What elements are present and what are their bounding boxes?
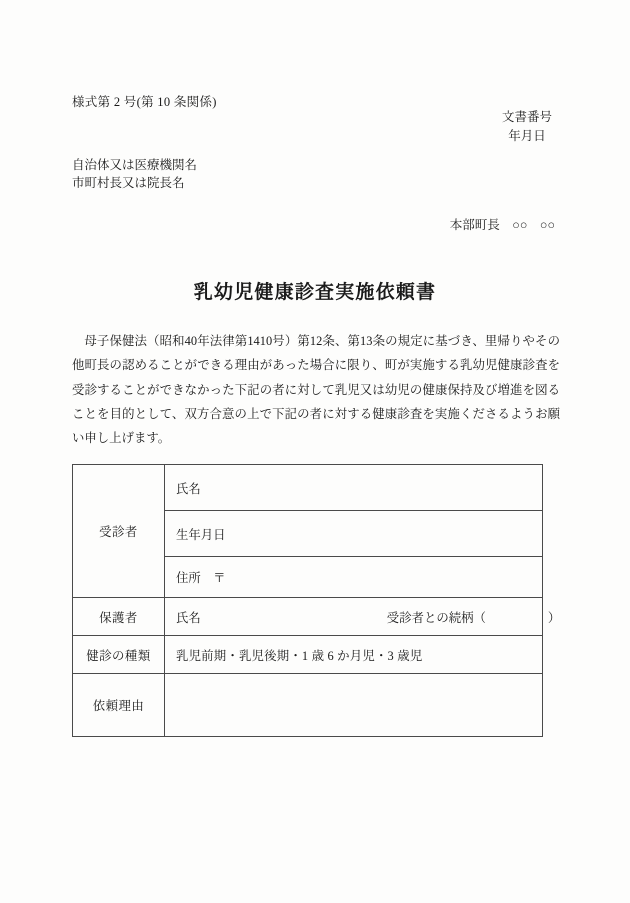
- applicant-form-table: [72, 464, 561, 737]
- issuer-organization-label: 自治体又は医療機関名: [72, 158, 198, 172]
- row-label-examinee: 受診者: [73, 465, 165, 598]
- form-code-label: 様式第 2 号(第 10 条関係): [72, 95, 217, 109]
- issuer-block: [72, 156, 197, 192]
- document-date-label: 年月日: [508, 129, 546, 144]
- document-number-label: 文書番号: [501, 110, 552, 124]
- row-label-request-reason: 依頼理由: [73, 674, 165, 737]
- recipient-line: 本部町長 ○○ ○○: [449, 218, 555, 232]
- guardian-name-label: 氏名: [176, 610, 201, 625]
- examinee-address-field[interactable]: 住所 〒: [165, 557, 543, 598]
- table-row: [73, 636, 543, 674]
- page-title: 乳幼児健康診査実施依頼書: [193, 282, 437, 303]
- guardian-relation-label: 受診者との続柄（ ）: [386, 610, 561, 625]
- examinee-name-field[interactable]: 氏名: [165, 465, 543, 511]
- body-paragraph: 母子保健法（昭和40年法律第1410号）第12条、第13条の規定に基づき、里帰りやその他町長の認めることができる理由があった場合に限り、町が実施する乳幼児健康診査を受診することができなかった下記の者に対して乳児又は幼児の健康保持及び増進を図ることを目的として、双方合意の上で下記の者に対する健康診査を実施くださるようお願い申し上げます。: [72, 334, 560, 446]
- table-row: [73, 674, 543, 737]
- body-text: [72, 329, 560, 450]
- issuer-head-label: 市町村長又は院長名: [72, 176, 185, 191]
- row-label-checkup-type: 健診の種類: [73, 636, 165, 674]
- table-row: [73, 598, 543, 636]
- table-row: [73, 465, 543, 511]
- guardian-fields-cell[interactable]: [165, 598, 561, 636]
- guardian-row-inner: [165, 608, 561, 626]
- checkup-type-options[interactable]: 乳児前期・乳児後期・1 歳 6 か月児・3 歳児: [165, 636, 543, 674]
- examinee-birthdate-field[interactable]: 生年月日: [165, 511, 543, 557]
- request-reason-field[interactable]: [165, 674, 543, 737]
- document-meta-block: [502, 108, 552, 147]
- row-label-guardian: 保護者: [73, 598, 165, 636]
